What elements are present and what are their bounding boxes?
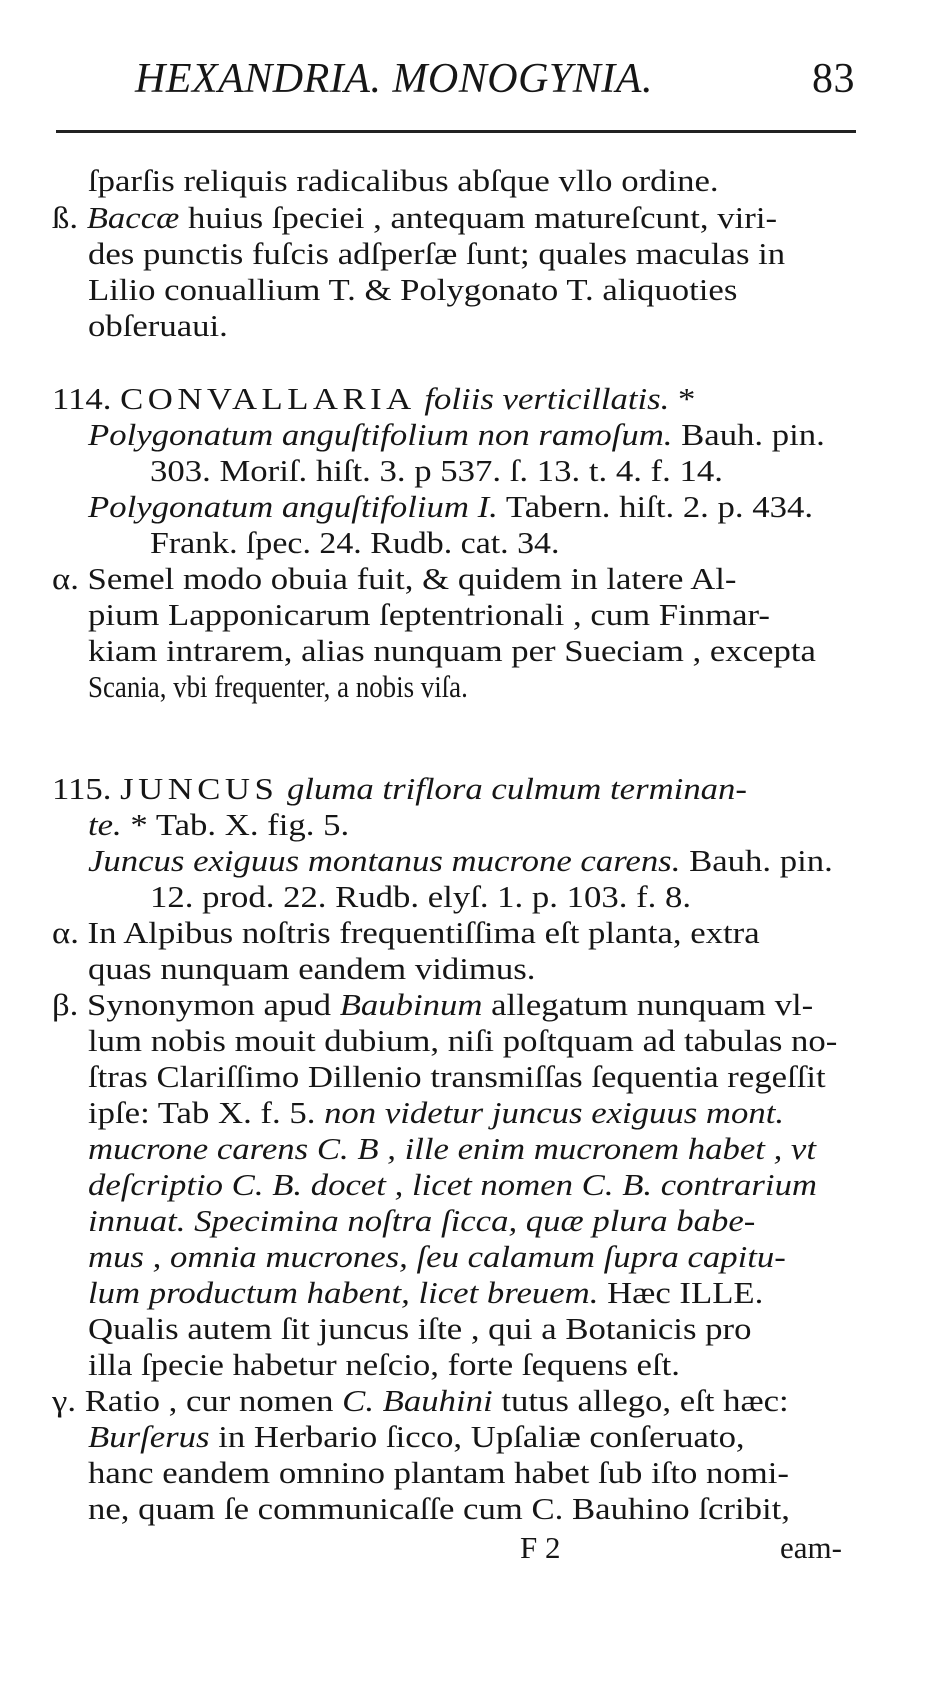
text-line	[88, 272, 933, 308]
italic-run: mus , omnia mucrones, ſeu calamum ſupra capitu-	[88, 1239, 786, 1274]
running-header	[135, 55, 855, 115]
text-run: 303. Moriſ. hiſt. 3. p 537. ſ. 13. t. 4. f. 14.	[150, 453, 723, 488]
text-run: Frank. ſpec. 24. Rudb. cat. 34.	[150, 525, 560, 560]
italic-run: Polygonatum anguſtifolium non ramoſum.	[88, 417, 673, 452]
italic-run: mucrone carens C. B , ille enim mucronem habet , vt	[88, 1131, 816, 1166]
text-line	[88, 236, 933, 272]
page-number: 83	[812, 56, 855, 102]
text-line	[88, 1275, 933, 1311]
text-line	[88, 1311, 933, 1347]
text-run: γ. Ratio , cur nomen	[52, 1383, 343, 1418]
italic-run: gluma triflora culmum terminan-	[286, 771, 747, 806]
text-run: Scania, vbi frequenter, a nobis viſa.	[88, 669, 468, 704]
text-line	[88, 1095, 933, 1131]
italic-run: Baubinum	[339, 987, 483, 1022]
text-line	[52, 987, 933, 1023]
text-line	[150, 453, 889, 489]
text-run: α. Semel modo obuia fuit, & quidem in latere Al-	[52, 561, 737, 596]
text-run: ß.	[52, 200, 87, 235]
italic-run: non videtur juncus exiguus mont.	[324, 1095, 785, 1130]
text-line	[88, 1203, 933, 1239]
text-line	[88, 1023, 933, 1059]
text-run: quas nunquam eandem vidimus.	[88, 951, 536, 986]
text-line	[88, 1131, 933, 1167]
text-run: huius ſpeciei , antequam matureſcunt, viri-	[179, 200, 778, 235]
text-line	[52, 561, 933, 597]
text-line	[88, 951, 626, 987]
text-run: ne, quam ſe communicaſſe cum C. Bauhino ſcribit,	[88, 1491, 790, 1526]
text-run: illa ſpecie habetur neſcio, forte ſequens eſt.	[88, 1347, 680, 1382]
text-run: pium Lapponicarum ſeptentrionali , cum Finmar-	[88, 597, 770, 632]
text-run	[416, 381, 425, 416]
text-run: obſeruaui.	[88, 308, 228, 343]
text-line	[52, 1383, 933, 1419]
genus-name: CONVALLARIA	[120, 381, 416, 416]
text-run: des punctis fuſcis adſperſæ ſunt; quales maculas in	[88, 236, 786, 271]
italic-run: Polygonatum anguſtifolium I.	[88, 489, 498, 524]
italic-run: Baccæ	[86, 200, 180, 235]
species-heading	[52, 771, 933, 807]
text-run: Lilio conuallium T. & Polygonato T. aliquoties	[88, 272, 738, 307]
text-run: β. Synonymon apud	[52, 987, 340, 1022]
text-run: ſtras Clariſſimo Dillenio transmiſſas ſequentia regeſſit	[88, 1059, 826, 1094]
text-line	[52, 915, 933, 951]
text-line	[88, 1491, 933, 1527]
text-run: 12. prod. 22. Rudb. elyſ. 1. p. 103. f. 8.	[150, 879, 692, 914]
text-run: tutus allego, eſt hæc:	[492, 1383, 789, 1418]
italic-run: deſcriptio C. B. docet , licet nomen C. B. contrarium	[88, 1167, 818, 1202]
italic-run: lum productum habent, licet breuem.	[88, 1275, 599, 1310]
text-line	[88, 1059, 933, 1095]
text-run	[278, 771, 287, 806]
text-run: allegatum nunquam vl-	[482, 987, 814, 1022]
text-line	[88, 163, 872, 199]
italic-run: foliis verticillatis.	[424, 381, 670, 416]
text-line	[88, 807, 491, 843]
text-line	[88, 843, 933, 879]
text-line	[88, 308, 312, 344]
header-rule	[56, 130, 856, 133]
text-run: α. In Alpibus noſtris frequentiſſima eſt planta, extra	[52, 915, 760, 950]
text-line	[150, 879, 777, 915]
text-run: Tabern. hiſt. 2. p. 434.	[497, 489, 814, 524]
text-run: in Herbario ſicco, Upſaliæ conſeruato,	[209, 1419, 745, 1454]
text-line	[88, 489, 933, 525]
text-run: kiam intrarem, alias nunquam per Sueciam , excepta	[88, 633, 816, 668]
italic-run: Juncus exiguus montanus mucrone carens.	[88, 843, 681, 878]
text-line	[88, 633, 933, 669]
text-run: ſparſis reliquis radicalibus abſque vllo ordine.	[88, 163, 719, 198]
text-run: Bauh. pin.	[680, 843, 833, 878]
text-run: ipſe: Tab X. f. 5.	[88, 1095, 325, 1130]
text-line	[88, 1167, 933, 1203]
text-line	[52, 200, 933, 236]
text-line	[88, 1455, 933, 1491]
text-line	[88, 1419, 933, 1455]
text-run: *	[669, 381, 696, 416]
italic-run: te.	[88, 807, 122, 842]
italic-run: C. Bauhini	[342, 1383, 493, 1418]
text-run: 115.	[52, 771, 121, 806]
text-run: lum nobis mouit dubium, niſi poſtquam ad tabulas no-	[88, 1023, 838, 1058]
italic-run: Burſerus	[88, 1419, 210, 1454]
species-heading	[52, 381, 926, 417]
text-line	[88, 1239, 933, 1275]
signature-mark: F 2	[520, 1530, 561, 1565]
catchword: eam-	[780, 1530, 842, 1565]
text-line	[88, 669, 468, 705]
genus-name: JUNCUS	[120, 771, 279, 806]
text-run: * Tab. X. fig. 5.	[121, 807, 350, 842]
italic-run: innuat. Specimina noſtra ſicca, quæ plura babe-	[88, 1203, 756, 1238]
text-run: Bauh. pin.	[672, 417, 825, 452]
text-run: Qualis autem ſit juncus iſte , qui a Botanicis pro	[88, 1311, 752, 1346]
text-run: hanc eandem omnino plantam habet ſub iſto nomi-	[88, 1455, 789, 1490]
text-run: Hæc ILLE.	[598, 1275, 764, 1310]
text-line	[88, 417, 933, 453]
text-run: 114.	[52, 381, 121, 416]
text-line	[88, 597, 933, 633]
text-line	[150, 525, 598, 561]
text-line	[88, 1347, 872, 1383]
running-title: HEXANDRIA. MONOGYNIA.	[135, 56, 653, 102]
